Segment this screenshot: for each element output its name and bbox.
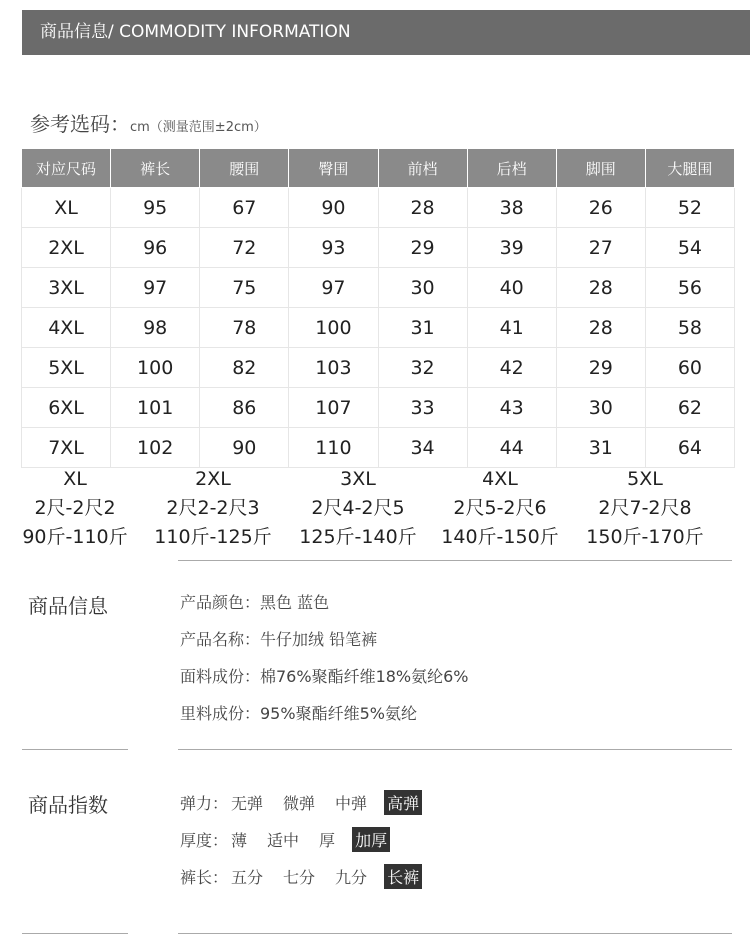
product-index-option: 五分 (231, 868, 264, 887)
size-table-cell: 3XL (22, 268, 111, 308)
fit-guide-column (5, 465, 145, 552)
product-index-title: 商品指数 (28, 793, 108, 817)
size-table-cell: 75 (200, 268, 289, 308)
product-index-option: 微弹 (283, 794, 316, 813)
size-table-row (22, 188, 735, 228)
size-table-cell: 93 (289, 228, 378, 268)
fit-guide-waist: 2尺7-2尺8 (598, 497, 692, 519)
fit-guide-weight: 90斤-110斤 (22, 526, 128, 548)
size-table-cell: 38 (467, 188, 556, 228)
size-table-cell: XL (22, 188, 111, 228)
size-table-cell: 60 (645, 348, 734, 388)
size-table-cell: 62 (645, 388, 734, 428)
fit-guide-waist: 2尺4-2尺5 (311, 497, 405, 519)
product-index-row (180, 790, 436, 815)
size-table-cell: 26 (556, 188, 645, 228)
product-index-option: 九分 (335, 868, 368, 887)
size-table-cell: 58 (645, 308, 734, 348)
size-table-cell: 78 (200, 308, 289, 348)
size-table-row (22, 308, 735, 348)
size-table-cell: 30 (556, 388, 645, 428)
size-table-header-cell: 后档 (467, 149, 556, 188)
size-table-header-cell: 大腿围 (645, 149, 734, 188)
product-index-row (180, 827, 404, 852)
size-table-cell: 82 (200, 348, 289, 388)
size-table-cell: 64 (645, 428, 734, 468)
size-reference-note: cm（测量范围±2cm） (130, 120, 267, 135)
product-index-option: 厚 (319, 831, 336, 850)
size-table-cell: 103 (289, 348, 378, 388)
size-table-cell: 29 (556, 348, 645, 388)
size-table-cell: 27 (556, 228, 645, 268)
size-table-header-cell: 裤长 (111, 149, 200, 188)
fit-guide-size: XL (63, 468, 87, 490)
size-table-cell: 97 (289, 268, 378, 308)
size-table-header-row (22, 149, 735, 188)
product-info-title: 商品信息 (28, 594, 108, 618)
size-table-row (22, 388, 735, 428)
size-table-cell: 67 (200, 188, 289, 228)
size-table-cell: 7XL (22, 428, 111, 468)
product-index-label: 弹力： (180, 794, 229, 813)
size-table-cell: 43 (467, 388, 556, 428)
size-reference-label (30, 108, 267, 137)
size-table-cell: 41 (467, 308, 556, 348)
product-index-option-selected: 加厚 (352, 827, 390, 852)
fit-guide-size: 3XL (340, 468, 376, 490)
product-index-label: 裤长： (180, 868, 229, 887)
size-table-cell: 31 (556, 428, 645, 468)
product-info-line: 产品颜色：黑色 蓝色 (180, 593, 330, 612)
size-table-cell: 100 (289, 308, 378, 348)
product-index-label: 厚度： (180, 831, 229, 850)
size-table-cell: 28 (378, 188, 467, 228)
size-table-cell: 39 (467, 228, 556, 268)
product-index-option: 适中 (267, 831, 300, 850)
divider (22, 749, 128, 750)
product-index-option: 七分 (283, 868, 316, 887)
size-table-cell: 110 (289, 428, 378, 468)
size-table-cell: 32 (378, 348, 467, 388)
product-index-option: 薄 (231, 831, 248, 850)
product-index-option-selected: 高弹 (384, 790, 422, 815)
fit-guide-waist: 2尺-2尺2 (34, 497, 116, 519)
divider (178, 933, 732, 934)
fit-guide-size: 4XL (482, 468, 518, 490)
size-table-cell: 54 (645, 228, 734, 268)
size-table-cell: 107 (289, 388, 378, 428)
size-table-cell: 98 (111, 308, 200, 348)
fit-guide-size: 2XL (195, 468, 231, 490)
size-table-cell: 101 (111, 388, 200, 428)
fit-guide-weight: 125斤-140斤 (299, 526, 417, 548)
fit-guide-waist: 2尺2-2尺3 (166, 497, 260, 519)
size-table-cell: 29 (378, 228, 467, 268)
fit-guide-column (288, 465, 428, 552)
size-table-cell: 5XL (22, 348, 111, 388)
fit-guide-column (575, 465, 715, 552)
fit-guide-column (143, 465, 283, 552)
divider (178, 560, 732, 561)
size-table-header-cell: 脚围 (556, 149, 645, 188)
size-table-cell: 86 (200, 388, 289, 428)
size-table-row (22, 428, 735, 468)
size-table-header-cell: 臀围 (289, 149, 378, 188)
size-table-cell: 33 (378, 388, 467, 428)
size-table-cell: 34 (378, 428, 467, 468)
divider (22, 933, 128, 934)
size-table-cell: 6XL (22, 388, 111, 428)
product-index-option-selected: 长裤 (384, 864, 422, 889)
size-table-cell: 44 (467, 428, 556, 468)
size-table-cell: 40 (467, 268, 556, 308)
size-table-cell: 95 (111, 188, 200, 228)
size-table-cell: 4XL (22, 308, 111, 348)
size-table-cell: 96 (111, 228, 200, 268)
size-table-header-cell: 前档 (378, 149, 467, 188)
divider (178, 749, 732, 750)
product-index-row (180, 864, 436, 889)
product-info-line: 面料成份：棉76%聚酯纤维18%氨纶6% (180, 667, 469, 686)
fit-guide-column (430, 465, 570, 552)
size-table-cell: 90 (289, 188, 378, 228)
fit-guide-weight: 140斤-150斤 (441, 526, 559, 548)
size-table-header-cell: 腰围 (200, 149, 289, 188)
size-table-cell: 31 (378, 308, 467, 348)
size-table-cell: 28 (556, 308, 645, 348)
fit-guide-waist: 2尺5-2尺6 (453, 497, 547, 519)
product-info-line: 产品名称：牛仔加绒 铅笔裤 (180, 630, 378, 649)
fit-guide-weight: 150斤-170斤 (586, 526, 704, 548)
size-table-cell: 56 (645, 268, 734, 308)
size-table-header-cell: 对应尺码 (22, 149, 111, 188)
size-table-cell: 2XL (22, 228, 111, 268)
size-table-cell: 72 (200, 228, 289, 268)
size-table (21, 148, 735, 468)
size-table-row (22, 228, 735, 268)
size-reference-title: 参考选码： (30, 112, 130, 136)
product-info-line: 里料成份：95%聚酯纤维5%氨纶 (180, 704, 417, 723)
fit-guide-size: 5XL (627, 468, 663, 490)
size-table-body (22, 188, 735, 468)
size-table-cell: 97 (111, 268, 200, 308)
product-index-option: 中弹 (335, 794, 368, 813)
product-index-option: 无弹 (231, 794, 264, 813)
size-table-cell: 52 (645, 188, 734, 228)
size-table-cell: 90 (200, 428, 289, 468)
size-table-cell: 30 (378, 268, 467, 308)
size-table-cell: 100 (111, 348, 200, 388)
size-table-row (22, 348, 735, 388)
size-table-row (22, 268, 735, 308)
section-banner: 商品信息/ COMMODITY INFORMATION (22, 10, 750, 55)
size-table-cell: 42 (467, 348, 556, 388)
size-table-cell: 28 (556, 268, 645, 308)
size-table-cell: 102 (111, 428, 200, 468)
fit-guide-weight: 110斤-125斤 (154, 526, 272, 548)
